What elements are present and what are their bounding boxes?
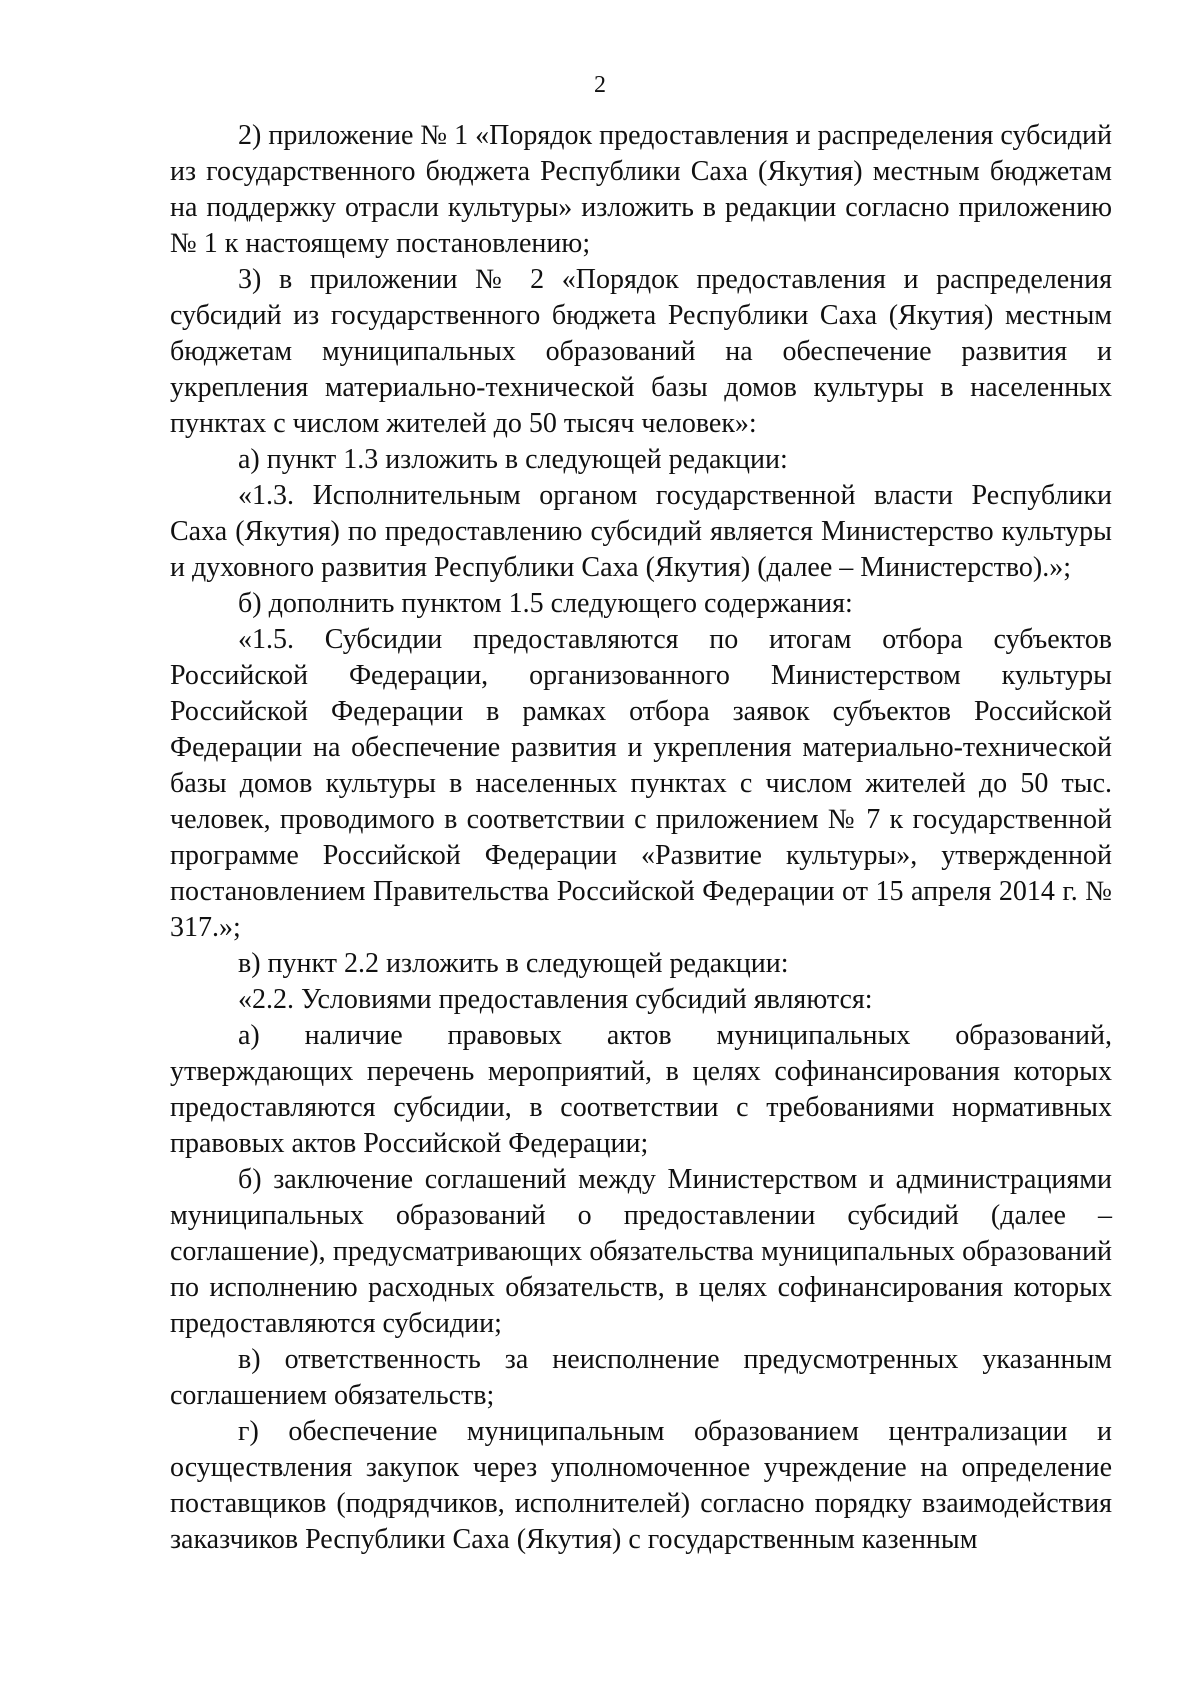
paragraph-point-2-2: «2.2. Условиями предоставления субсидий являются: xyxy=(238,984,873,1015)
paragraph-condition-v: в) ответственность за неисполнение предусмотренных указанным соглашением обязательств; xyxy=(170,1344,1112,1411)
paragraph-condition-a: а) наличие правовых актов муниципальных образований, утверждающих перечень мероприятий, в целях софинансирования которых предоставляются субсидии, в соответствии с требованиями нормативных правовых актов Российской Федерации; xyxy=(170,1020,1112,1159)
paragraph-subitem-b: б) дополнить пунктом 1.5 следующего содержания: xyxy=(238,588,853,619)
paragraph-item-2: 2) приложение № 1 «Порядок предоставления и распределения субсидий из государственного бюджета Республики Саха (Якутия) местным бюджетам на поддержку отрасли культуры» изложить в редакции согласно приложению № 1 к настоящему постановлению; xyxy=(170,120,1112,259)
paragraph-point-1-5: «1.5. Субсидии предоставляются по итогам отбора субъектов Российской Федерации, организованного Министерством культуры Российской Федерации в рамках отбора заявок субъектов Российской Федерации на обеспечение развития и укрепления материально-технической базы домов культуры в населенных пунктах с числом жителей до 50 тыс. человек, проводимого в соответствии с приложением № 7 к государственной программе Российской Федерации «Развитие культуры», утвержденной постановлением Правительства Российской Федерации от 15 апреля 2014 г. № 317.»; xyxy=(170,624,1112,943)
paragraph-subitem-a: а) пункт 1.3 изложить в следующей редакции: xyxy=(238,444,788,475)
page-number: 2 xyxy=(594,72,606,98)
paragraph-subitem-v: в) пункт 2.2 изложить в следующей редакции: xyxy=(238,948,789,979)
paragraph-item-3: 3) в приложении № 2 «Порядок предоставления и распределения субсидий из государственного бюджета Республики Саха (Якутия) местным бюджетам муниципальных образований на обеспечение развития и укрепления материально-технической базы домов культуры в населенных пунктах с числом жителей до 50 тысяч человек»: xyxy=(170,264,1112,439)
paragraph-condition-b: б) заключение соглашений между Министерством и администрациями муниципальных образований о предоставлении субсидий (далее – соглашение), предусматривающих обязательства муниципальных образований по исполнению расходных обязательств, в целях софинансирования которых предоставляются субсидии; xyxy=(170,1164,1112,1339)
document-body xyxy=(170,118,1112,1558)
paragraph-point-1-3: «1.3. Исполнительным органом государственной власти Республики Саха (Якутия) по предоставлению субсидий является Министерство культуры и духовного развития Республики Саха (Якутия) (далее – Министерство).»; xyxy=(170,480,1112,583)
paragraph-condition-g: г) обеспечение муниципальным образованием централизации и осуществления закупок через уполномоченное учреждение на определение поставщиков (подрядчиков, исполнителей) согласно порядку взаимодействия заказчиков Республики Саха (Якутия) с государственным казенным xyxy=(170,1416,1112,1555)
